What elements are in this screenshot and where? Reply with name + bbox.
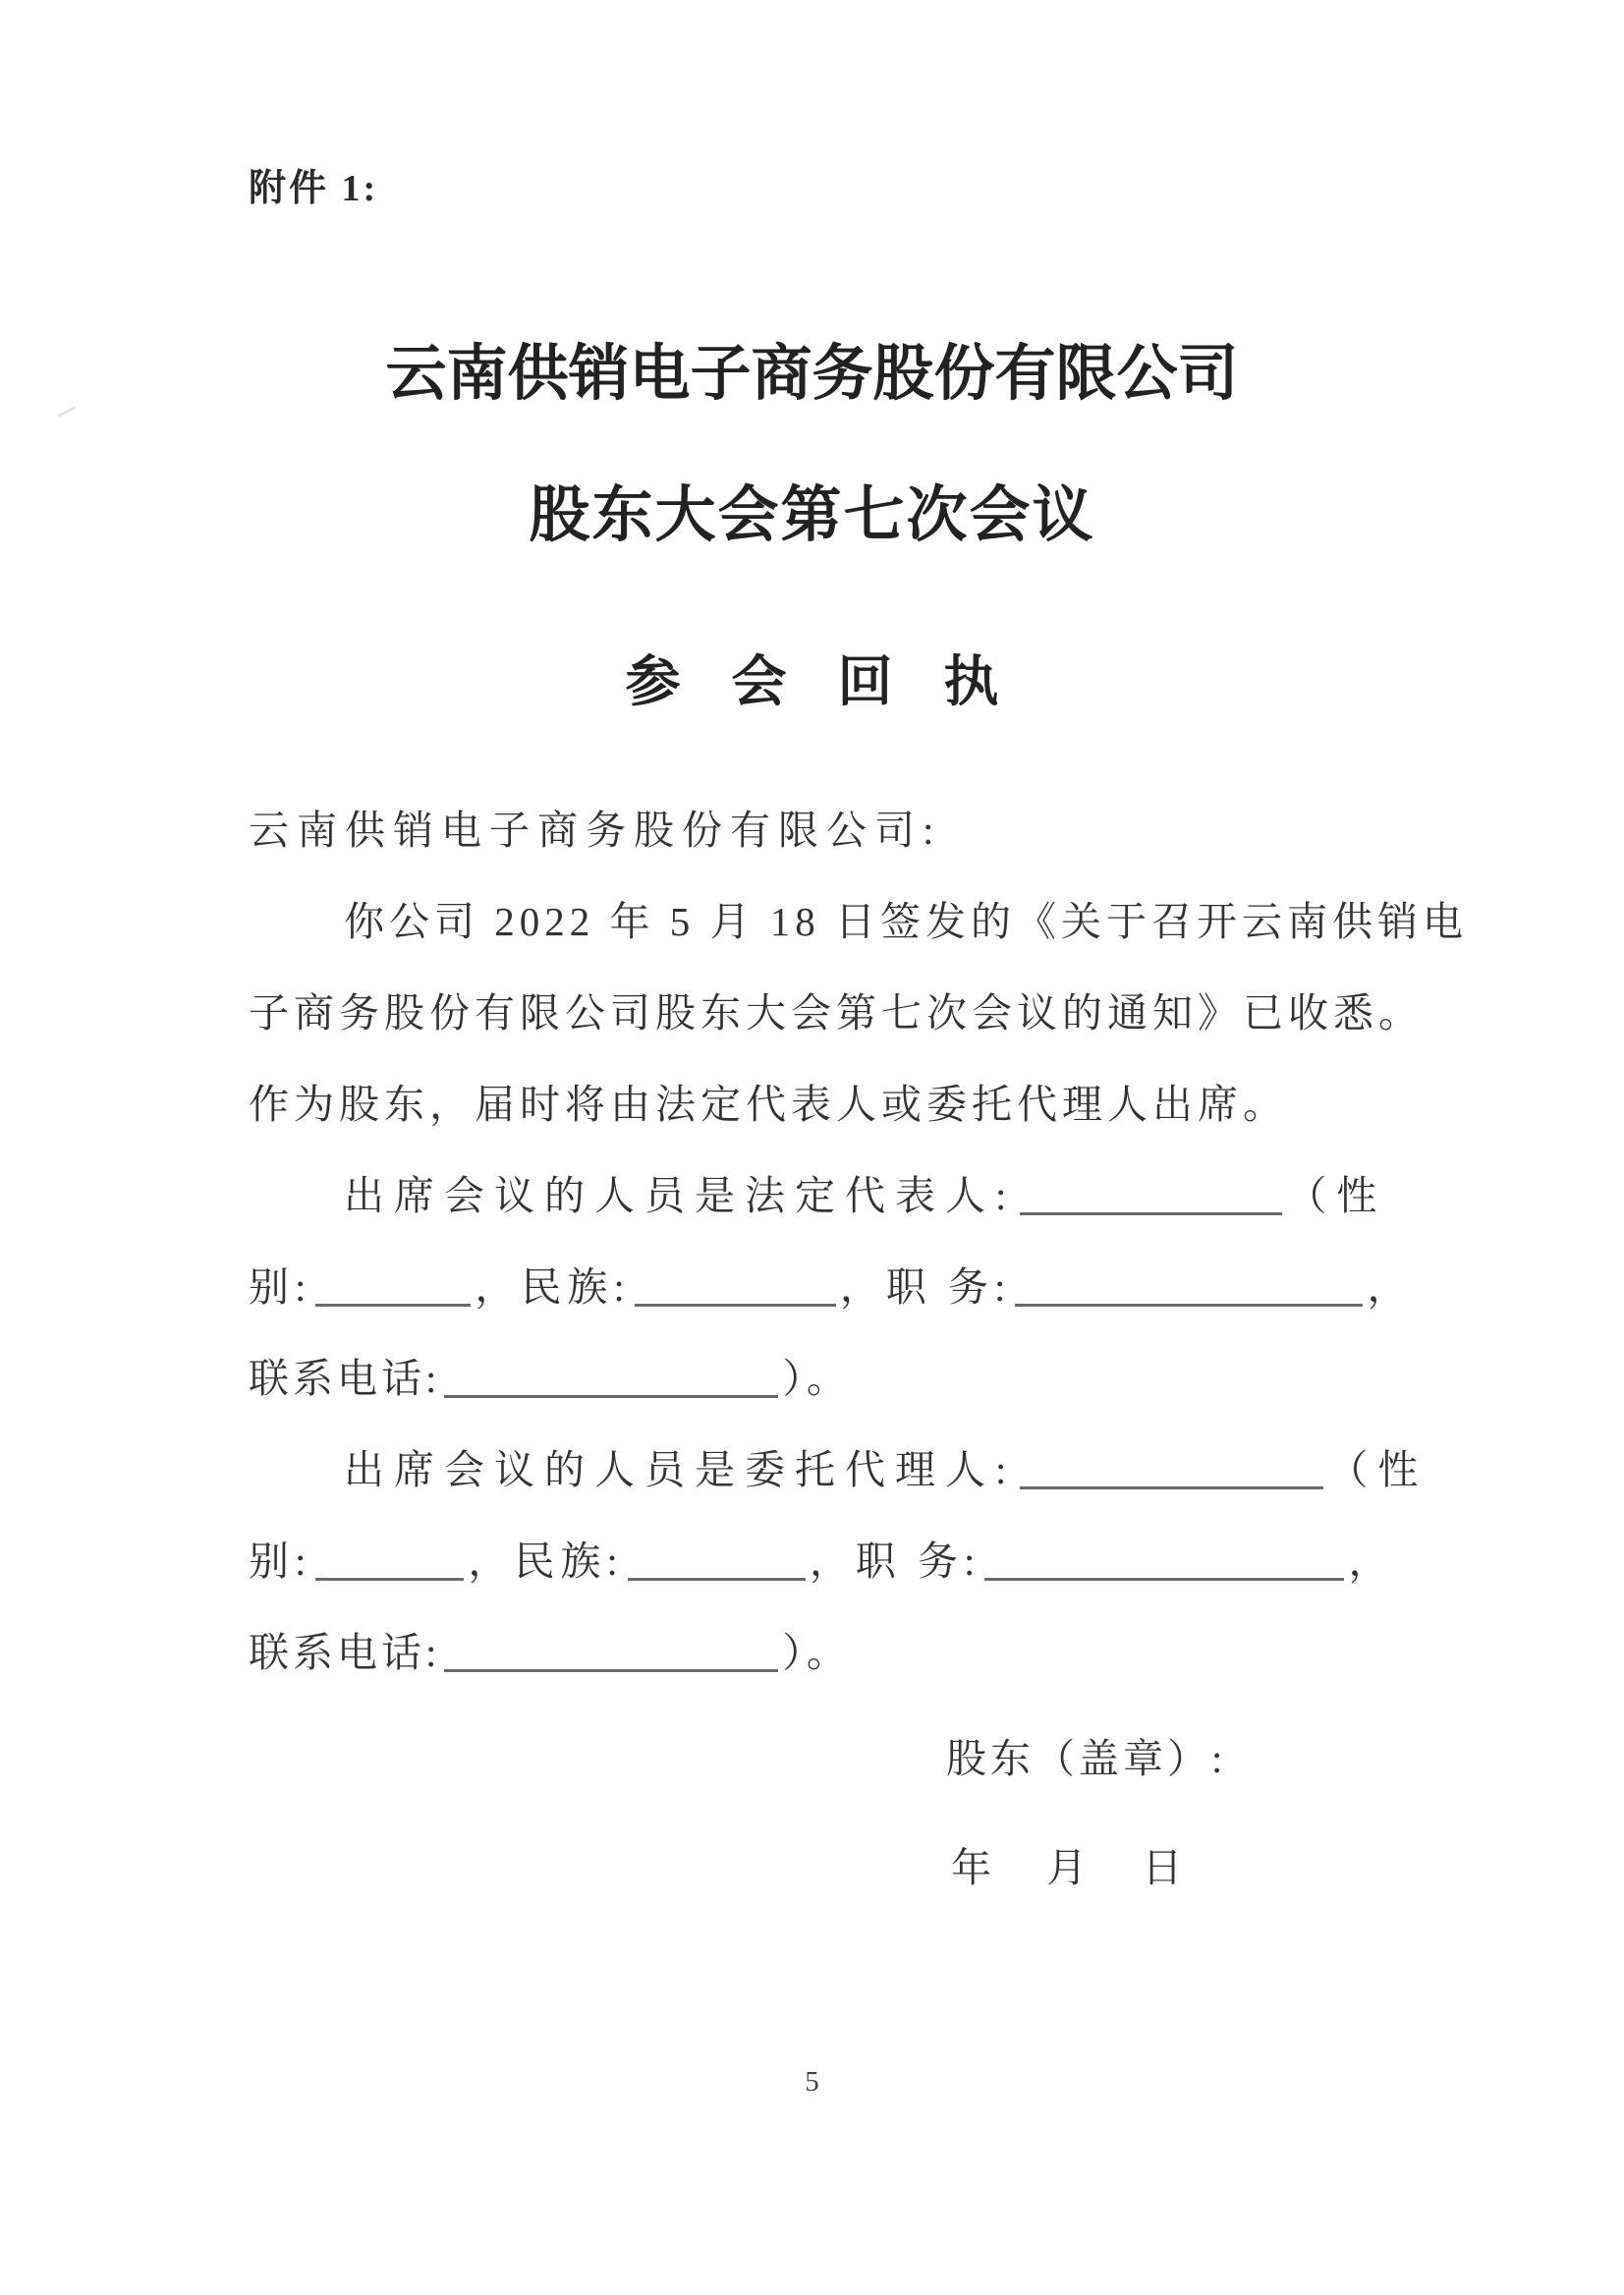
legal-rep-line-1 bbox=[249, 1150, 1472, 1242]
intro-line-2-text: 子商务股份有限公司股东大会第七次会议的通知》已收悉。 bbox=[249, 990, 1424, 1036]
salutation bbox=[249, 785, 1472, 876]
legal-rep-position-blank bbox=[1015, 1304, 1363, 1307]
intro-line-1 bbox=[249, 876, 1472, 968]
proxy-line-2-suffix: ， bbox=[1348, 1539, 1395, 1584]
intro-line-3 bbox=[249, 1059, 1472, 1150]
proxy-line-3 bbox=[249, 1607, 1472, 1699]
legal-rep-gender-blank bbox=[315, 1304, 471, 1307]
meeting-title: 股东大会第七次会议 bbox=[529, 482, 1095, 549]
legal-rep-name-blank bbox=[1020, 1212, 1282, 1215]
legal-rep-position-label: ，职 务: bbox=[839, 1264, 1012, 1310]
salutation-text: 云南供销电子商务股份有限公司: bbox=[249, 808, 942, 853]
legal-rep-gender-label: 别: bbox=[249, 1264, 312, 1310]
legal-rep-ethnicity-label: ，民族: bbox=[475, 1264, 631, 1310]
proxy-line-2 bbox=[249, 1516, 1472, 1607]
page-number: 5 bbox=[805, 2066, 819, 2098]
legal-rep-phone-label: 联系电话: bbox=[249, 1356, 441, 1401]
reply-slip-heading bbox=[0, 639, 1624, 717]
proxy-phone-blank bbox=[444, 1669, 778, 1672]
legal-rep-line-3 bbox=[249, 1333, 1472, 1425]
proxy-ethnicity-blank bbox=[628, 1578, 806, 1581]
attachment-label: 附件 1: bbox=[249, 168, 379, 209]
intro-line-1-text: 你公司 2022 年 5 月 18 日签发的《关于召开云南供销电 bbox=[344, 899, 1468, 944]
legal-rep-line-2-suffix: ， bbox=[1367, 1264, 1414, 1310]
proxy-ethnicity-label: ，民族: bbox=[468, 1539, 624, 1584]
proxy-line-1 bbox=[249, 1425, 1472, 1516]
date-line: 年 月 日 bbox=[951, 1845, 1183, 1890]
proxy-position-blank bbox=[984, 1578, 1344, 1581]
proxy-position-label: ，职 务: bbox=[809, 1539, 981, 1584]
company-title: 云南供销电子商务股份有限公司 bbox=[385, 341, 1239, 408]
proxy-name-blank bbox=[1020, 1486, 1323, 1489]
proxy-phone-label: 联系电话: bbox=[249, 1630, 441, 1675]
proxy-gender-label: 别: bbox=[249, 1539, 312, 1584]
document-body bbox=[249, 785, 1472, 1699]
legal-rep-ethnicity-blank bbox=[635, 1304, 836, 1307]
legal-rep-line-1-label: 出席会议的人员是法定代表人: bbox=[344, 1173, 1017, 1218]
legal-rep-phone-blank bbox=[444, 1395, 778, 1398]
legal-rep-line-1-suffix: （性 bbox=[1286, 1173, 1387, 1218]
proxy-line-1-label: 出席会议的人员是委托代理人: bbox=[344, 1447, 1017, 1492]
proxy-line-3-suffix: ）。 bbox=[782, 1630, 851, 1675]
legal-rep-line-2 bbox=[249, 1242, 1472, 1333]
intro-line-3-text: 作为股东，届时将由法定代表人或委托代理人出席。 bbox=[249, 1082, 1288, 1127]
proxy-gender-blank bbox=[315, 1578, 464, 1581]
legal-rep-line-3-suffix: ）。 bbox=[782, 1356, 851, 1401]
intro-line-2 bbox=[249, 968, 1472, 1059]
shareholder-seal-label: 股东（盖章）: bbox=[946, 1736, 1227, 1781]
reply-slip-heading-text: 参会回执 bbox=[625, 652, 1050, 713]
proxy-line-1-suffix: （性 bbox=[1327, 1447, 1428, 1492]
